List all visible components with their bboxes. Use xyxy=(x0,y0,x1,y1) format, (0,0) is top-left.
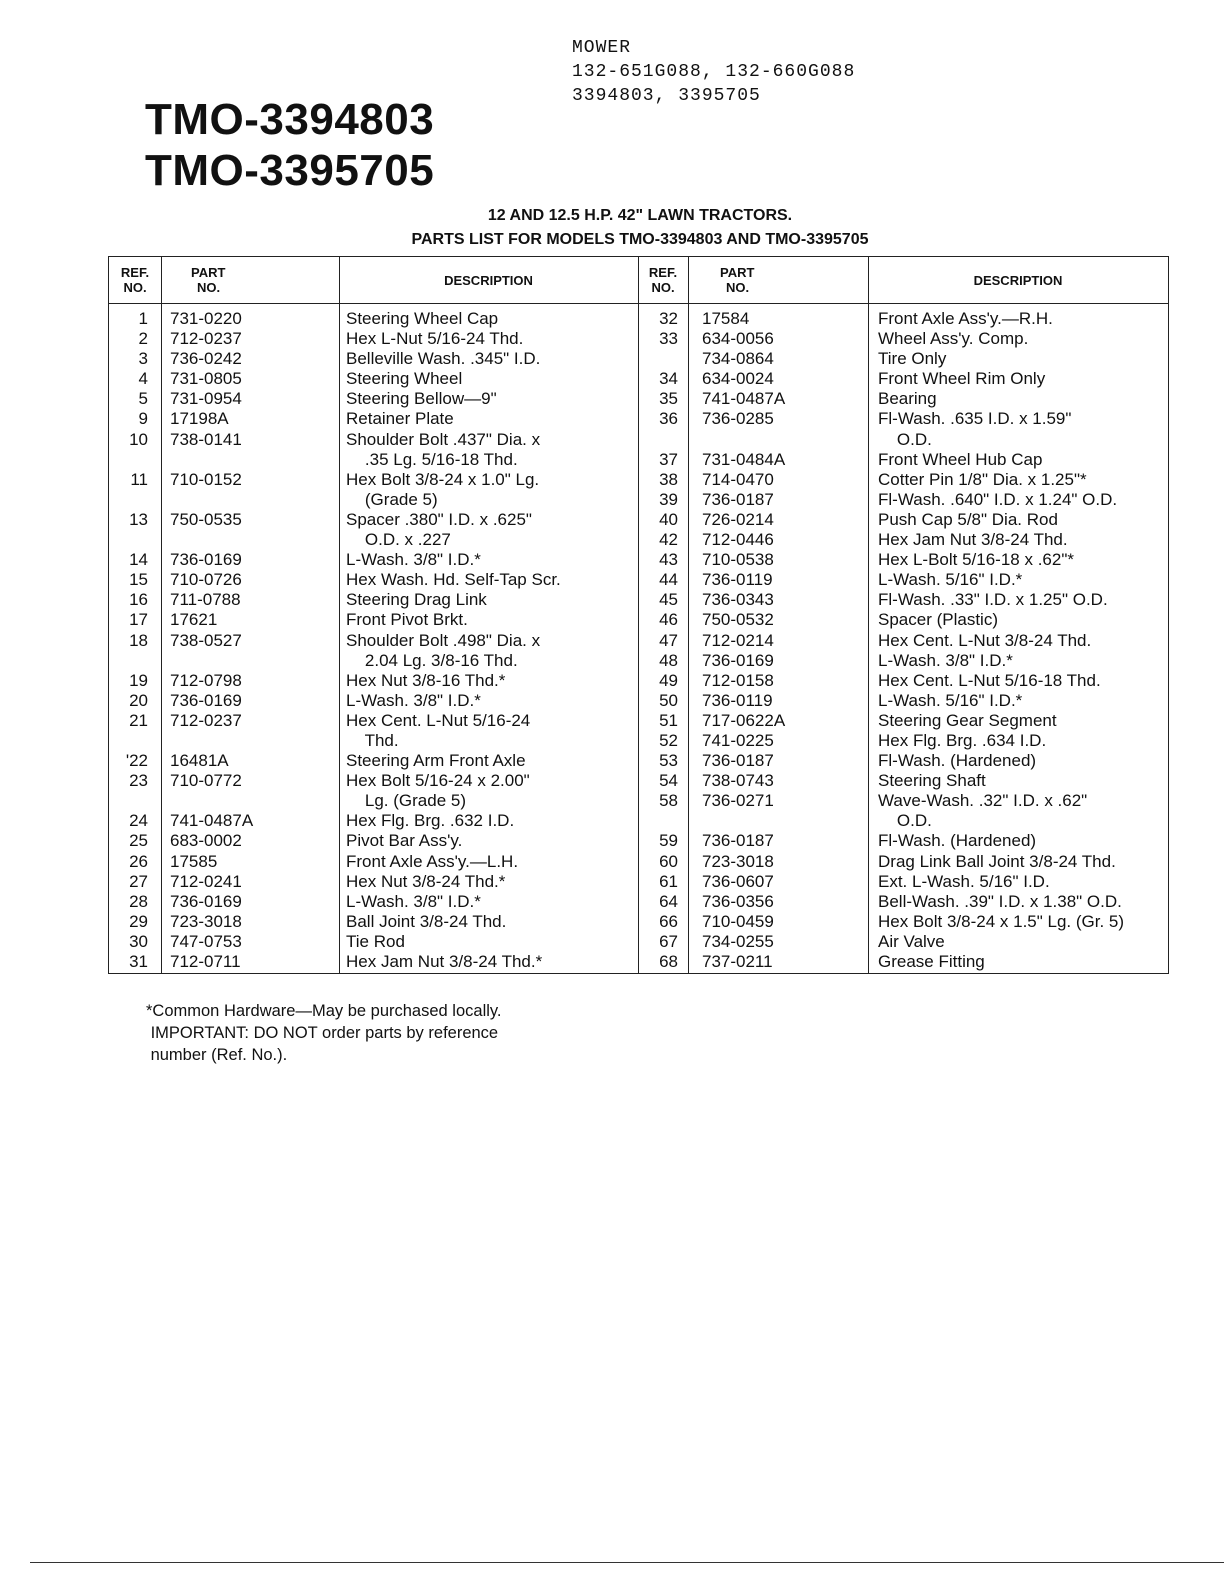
table-cell: Wheel Ass'y. Comp. xyxy=(878,329,1029,349)
table-cell: 67 xyxy=(659,931,678,951)
table-cell: 17621 xyxy=(170,610,218,630)
table-cell: Fl-Wash. (Hardened) xyxy=(878,751,1037,771)
table-cell: 43 xyxy=(659,550,678,570)
table-cell: 32 xyxy=(659,309,678,328)
parts-list-table xyxy=(108,256,1169,974)
table-cell xyxy=(109,791,148,811)
table-cell: 16 xyxy=(129,590,148,610)
table-cell: 17198A xyxy=(170,409,229,429)
table-cell: 711-0788 xyxy=(170,590,241,610)
table-cell: 712-0214 xyxy=(702,630,774,650)
table-cell: 712-0798 xyxy=(170,670,242,690)
table-cell: .35 Lg. 5/16-18 Thd. xyxy=(346,449,518,469)
table-cell: 17585 xyxy=(170,851,218,871)
table-cell: Steering Drag Link xyxy=(346,590,487,610)
table-cell: 710-0152 xyxy=(170,469,242,489)
column-divider xyxy=(868,257,869,973)
table-cell: Pivot Bar Ass'y. xyxy=(346,831,463,851)
table-cell: 26 xyxy=(129,851,148,871)
table-cell: 736-0187 xyxy=(702,831,774,851)
left-description-column xyxy=(346,309,636,972)
table-cell: Hex Cent. L-Nut 5/16-24 xyxy=(346,710,531,730)
table-cell: 736-0271 xyxy=(702,791,774,811)
table-cell: 19 xyxy=(129,670,148,690)
table-cell: L-Wash. 5/16" I.D.* xyxy=(878,570,1023,590)
table-cell: 750-0535 xyxy=(170,509,242,529)
table-cell: 634-0056 xyxy=(702,329,774,349)
table-cell xyxy=(170,490,336,510)
table-cell: 736-0356 xyxy=(702,891,774,911)
document-heading: 12 AND 12.5 H.P. 42" LAWN TRACTORS. xyxy=(487,207,793,224)
table-cell: 47 xyxy=(659,630,678,650)
table-cell: 712-0237 xyxy=(170,710,242,730)
table-cell: 16481A xyxy=(170,751,229,771)
table-cell: 741-0487A xyxy=(702,389,786,409)
table-cell: 25 xyxy=(129,831,148,851)
table-cell: 14 xyxy=(129,550,148,570)
table-cell: 634-0024 xyxy=(702,369,774,389)
table-cell: 726-0214 xyxy=(702,509,774,529)
table-cell: 731-0484A xyxy=(702,449,786,469)
document-subheading: PARTS LIST FOR MODELS TMO-3394803 AND TMO-3395705 xyxy=(411,231,869,248)
table-cell: Hex Nut 3/8-24 Thd.* xyxy=(346,871,506,891)
table-cell: 736-0187 xyxy=(702,751,774,771)
table-cell: 736-0187 xyxy=(702,489,774,509)
table-cell xyxy=(702,430,866,450)
table-cell: 3 xyxy=(138,349,148,369)
table-cell: 736-0607 xyxy=(702,871,774,891)
table-cell: 11 xyxy=(130,469,148,489)
table-cell: 731-0805 xyxy=(170,369,242,389)
table-cell: 15 xyxy=(129,570,148,590)
table-cell: O.D. xyxy=(878,429,932,449)
table-cell: Lg. (Grade 5) xyxy=(346,791,466,811)
table-cell: Fl-Wash. .635 I.D. x 1.59" xyxy=(878,409,1072,429)
table-cell: 710-0772 xyxy=(170,771,242,791)
table-cell xyxy=(170,651,336,671)
table-cell: 723-3018 xyxy=(702,851,774,871)
table-cell: 20 xyxy=(129,690,148,710)
table-cell: 737-0211 xyxy=(702,952,773,971)
table-cell: 17 xyxy=(129,610,148,630)
table-cell xyxy=(170,530,336,550)
table-cell xyxy=(170,791,336,811)
table-cell: 734-0255 xyxy=(702,931,774,951)
table-cell: Spacer .380" I.D. x .625" xyxy=(346,509,532,529)
table-cell: 59 xyxy=(659,831,678,851)
header-text: NO. xyxy=(197,280,221,295)
table-cell: Front Wheel Hub Cap xyxy=(878,449,1043,469)
header-description xyxy=(868,257,1168,303)
table-cell: 712-0241 xyxy=(170,871,242,891)
table-cell xyxy=(109,490,148,510)
right-ref-column xyxy=(638,309,678,972)
table-cell: Spacer (Plastic) xyxy=(878,610,998,630)
table-cell: Push Cap 5/8" Dia. Rod xyxy=(878,509,1058,529)
table-cell: Fl-Wash. .640" I.D. x 1.24" O.D. xyxy=(878,489,1118,509)
table-cell: L-Wash. 5/16" I.D.* xyxy=(878,690,1023,710)
table-cell: 37 xyxy=(659,449,678,469)
table-cell: 50 xyxy=(659,690,678,710)
table-cell: 736-0169 xyxy=(170,690,242,710)
table-cell: 24 xyxy=(129,811,148,831)
table-cell: 38 xyxy=(659,469,678,489)
table-cell: 54 xyxy=(659,771,678,791)
table-cell: Hex Flg. Brg. .634 I.D. xyxy=(878,730,1047,750)
table-cell: 736-0169 xyxy=(170,891,242,911)
table-cell: 736-0169 xyxy=(170,550,242,570)
header-text: NO. xyxy=(123,280,147,295)
table-cell: 30 xyxy=(129,931,148,951)
header-text: PART xyxy=(191,265,226,280)
header-text: DESCRIPTION xyxy=(973,272,1063,288)
table-cell: Steering Bellow—9" xyxy=(346,389,497,409)
header-text: DESCRIPTION xyxy=(444,272,533,288)
table-cell: Thd. xyxy=(346,730,399,750)
table-cell: 36 xyxy=(659,409,678,429)
table-cell: 736-0285 xyxy=(702,409,774,429)
table-cell: 731-0954 xyxy=(170,389,242,409)
table-cell: Hex Wash. Hd. Self-Tap Scr. xyxy=(346,570,561,590)
table-cell: Fl-Wash. .33" I.D. x 1.25" O.D. xyxy=(878,590,1108,610)
table-cell: 42 xyxy=(659,530,678,550)
table-cell: 58 xyxy=(659,791,678,811)
table-cell xyxy=(638,349,678,369)
table-cell: 34 xyxy=(659,369,678,389)
table-cell: 60 xyxy=(659,851,678,871)
table-cell xyxy=(638,430,678,450)
table-cell: Steering Wheel xyxy=(346,369,463,389)
table-cell: Bearing xyxy=(878,389,937,409)
table-cell: 39 xyxy=(659,489,678,509)
table-cell: 710-0538 xyxy=(702,550,774,570)
table-cell: Hex Nut 3/8-16 Thd.* xyxy=(346,670,506,690)
table-cell: 723-3018 xyxy=(170,911,242,931)
table-cell: 40 xyxy=(659,509,678,529)
header-part-no xyxy=(191,257,331,303)
column-divider xyxy=(339,257,340,973)
table-cell: Bell-Wash. .39" I.D. x 1.38" O.D. xyxy=(878,891,1122,911)
table-cell: L-Wash. 3/8" I.D.* xyxy=(346,690,481,710)
table-cell: 61 xyxy=(659,871,678,891)
header-text: PART xyxy=(720,265,755,280)
table-cell: Hex L-Bolt 5/16-18 x .62"* xyxy=(878,550,1074,570)
table-cell: 738-0527 xyxy=(170,630,242,650)
table-cell: O.D. xyxy=(878,811,932,831)
table-cell: Air Valve xyxy=(878,931,945,951)
table-cell: L-Wash. 3/8" I.D.* xyxy=(346,550,481,570)
table-cell: O.D. x .227 xyxy=(346,530,451,550)
table-cell: 21 xyxy=(129,710,148,730)
table-cell: 49 xyxy=(659,670,678,690)
table-cell: 64 xyxy=(659,891,678,911)
table-cell: 712-0158 xyxy=(702,670,774,690)
table-cell: 738-0141 xyxy=(170,429,242,449)
table-cell: 712-0711 xyxy=(170,952,241,971)
table-cell: Grease Fitting xyxy=(878,952,985,971)
table-cell: 23 xyxy=(129,771,148,791)
table-cell: Steering Arm Front Axle xyxy=(346,751,526,771)
table-cell: 46 xyxy=(659,610,678,630)
table-cell: Front Axle Ass'y.—R.H. xyxy=(878,309,1053,328)
table-cell: 683-0002 xyxy=(170,831,242,851)
table-cell: Cotter Pin 1/8" Dia. x 1.25"* xyxy=(878,469,1087,489)
typed-model-header xyxy=(572,36,855,108)
column-divider xyxy=(161,257,162,973)
table-cell: 17584 xyxy=(702,309,750,328)
table-cell: Steering Wheel Cap xyxy=(346,309,499,328)
table-cell xyxy=(170,731,336,751)
table-cell: 4 xyxy=(138,369,148,389)
table-cell: 734-0864 xyxy=(702,349,774,369)
table-cell: Fl-Wash. (Hardened) xyxy=(878,831,1037,851)
table-cell: 717-0622A xyxy=(702,710,786,730)
footnote xyxy=(146,1000,502,1066)
table-cell: 27 xyxy=(129,871,148,891)
table-cell xyxy=(109,651,148,671)
table-cell: 10 xyxy=(129,429,148,449)
table-cell: Steering Gear Segment xyxy=(878,710,1057,730)
table-cell: 741-0225 xyxy=(702,730,774,750)
table-cell: Front Wheel Rim Only xyxy=(878,369,1046,389)
table-cell: 712-0446 xyxy=(702,530,774,550)
table-cell xyxy=(638,811,678,831)
table-cell: 710-0726 xyxy=(170,570,242,590)
left-ref-column xyxy=(109,309,148,972)
table-cell: L-Wash. 3/8" I.D.* xyxy=(878,650,1013,670)
table-cell: 736-0169 xyxy=(702,650,774,670)
left-part-column xyxy=(170,309,336,972)
table-cell xyxy=(109,731,148,751)
table-cell: Ext. L-Wash. 5/16" I.D. xyxy=(878,871,1050,891)
table-cell: Drag Link Ball Joint 3/8-24 Thd. xyxy=(878,851,1116,871)
table-cell: Ball Joint 3/8-24 Thd. xyxy=(346,911,507,931)
typed-line: 3394803, 3395705 xyxy=(572,86,761,106)
table-cell: 736-0242 xyxy=(170,349,242,369)
table-cell xyxy=(109,530,148,550)
table-cell: Front Axle Ass'y.—L.H. xyxy=(346,851,519,871)
model-number: TMO-3395705 xyxy=(145,146,435,195)
header-ref-no xyxy=(109,257,161,303)
table-cell: 2.04 Lg. 3/8-16 Thd. xyxy=(346,650,518,670)
table-cell: Retainer Plate xyxy=(346,409,454,429)
header-part-no xyxy=(720,257,860,303)
right-description-column xyxy=(878,309,1168,972)
table-cell: 52 xyxy=(659,730,678,750)
column-divider xyxy=(688,257,689,973)
table-cell: 731-0220 xyxy=(170,309,242,328)
table-cell xyxy=(702,811,866,831)
table-cell: L-Wash. 3/8" I.D.* xyxy=(346,891,481,911)
table-cell: 736-0119 xyxy=(702,690,773,710)
table-cell: 45 xyxy=(659,590,678,610)
table-cell: 714-0470 xyxy=(702,469,774,489)
header-text: NO. xyxy=(651,280,675,295)
table-cell: 51 xyxy=(659,710,678,730)
model-numbers-title xyxy=(145,94,434,196)
table-cell: (Grade 5) xyxy=(346,489,438,509)
table-cell: 13 xyxy=(129,509,148,529)
table-cell: 33 xyxy=(659,329,678,349)
table-cell: Shoulder Bolt .437" Dia. x xyxy=(346,429,541,449)
table-cell: Hex Bolt 5/16-24 x 2.00" xyxy=(346,771,530,791)
table-cell: 736-0343 xyxy=(702,590,774,610)
table-cell: 2 xyxy=(138,329,148,349)
table-cell xyxy=(170,450,336,470)
header-divider xyxy=(109,303,1168,304)
typed-line: 132-651G088, 132-660G088 xyxy=(572,62,856,82)
model-number: TMO-3394803 xyxy=(145,95,435,144)
table-cell: 710-0459 xyxy=(702,911,774,931)
table-cell: 712-0237 xyxy=(170,329,242,349)
table-cell: Tie Rod xyxy=(346,931,405,951)
footnote-line: number (Ref. No.). xyxy=(146,1046,288,1064)
header-text: NO. xyxy=(726,280,750,295)
table-cell: Steering Shaft xyxy=(878,771,986,791)
table-cell: 741-0487A xyxy=(170,811,254,831)
table-cell: 35 xyxy=(659,389,678,409)
table-cell: 738-0743 xyxy=(702,771,774,791)
table-cell: Hex Bolt 3/8-24 x 1.0" Lg. xyxy=(346,469,540,489)
table-cell xyxy=(109,450,148,470)
table-cell: Belleville Wash. .345" I.D. xyxy=(346,349,541,369)
table-cell: Shoulder Bolt .498" Dia. x xyxy=(346,630,541,650)
header-text: REF. xyxy=(120,265,150,280)
table-cell: 68 xyxy=(659,952,678,971)
table-cell: 31 xyxy=(129,952,148,971)
page-bottom-rule xyxy=(30,1562,1224,1563)
typed-line: MOWER xyxy=(572,38,632,58)
table-cell: 66 xyxy=(659,911,678,931)
table-cell: 750-0532 xyxy=(702,610,774,630)
footnote-line: IMPORTANT: DO NOT order parts by reference xyxy=(146,1024,499,1042)
table-cell: Hex L-Nut 5/16-24 Thd. xyxy=(346,329,524,349)
table-cell: Hex Flg. Brg. .632 I.D. xyxy=(346,811,515,831)
header-ref-no xyxy=(638,257,688,303)
table-cell: Tire Only xyxy=(878,349,947,369)
table-cell: Hex Cent. L-Nut 5/16-18 Thd. xyxy=(878,670,1101,690)
table-cell: Hex Jam Nut 3/8-24 Thd.* xyxy=(346,952,543,971)
table-cell: 44 xyxy=(659,570,678,590)
right-part-column xyxy=(702,309,866,972)
table-cell: 5 xyxy=(138,389,148,409)
table-cell: 53 xyxy=(659,751,678,771)
table-cell: 28 xyxy=(129,891,148,911)
table-cell: Hex Cent. L-Nut 3/8-24 Thd. xyxy=(878,630,1092,650)
table-cell: 48 xyxy=(659,650,678,670)
footnote-line: *Common Hardware—May be purchased locally. xyxy=(146,1002,502,1020)
table-cell: '22 xyxy=(125,751,148,771)
table-cell: Hex Bolt 3/8-24 x 1.5" Lg. (Gr. 5) xyxy=(878,911,1125,931)
table-cell: 9 xyxy=(138,409,148,429)
table-cell: Front Pivot Brkt. xyxy=(346,610,468,630)
table-cell: 747-0753 xyxy=(170,931,242,951)
header-description xyxy=(339,257,638,303)
table-cell: 1 xyxy=(138,309,148,328)
header-text: REF. xyxy=(648,265,678,280)
table-cell: 736-0119 xyxy=(702,570,773,590)
table-cell: Hex Jam Nut 3/8-24 Thd. xyxy=(878,530,1068,550)
table-cell: 29 xyxy=(129,911,148,931)
table-cell: 18 xyxy=(129,630,148,650)
table-cell: Wave-Wash. .32" I.D. x .62" xyxy=(878,791,1088,811)
